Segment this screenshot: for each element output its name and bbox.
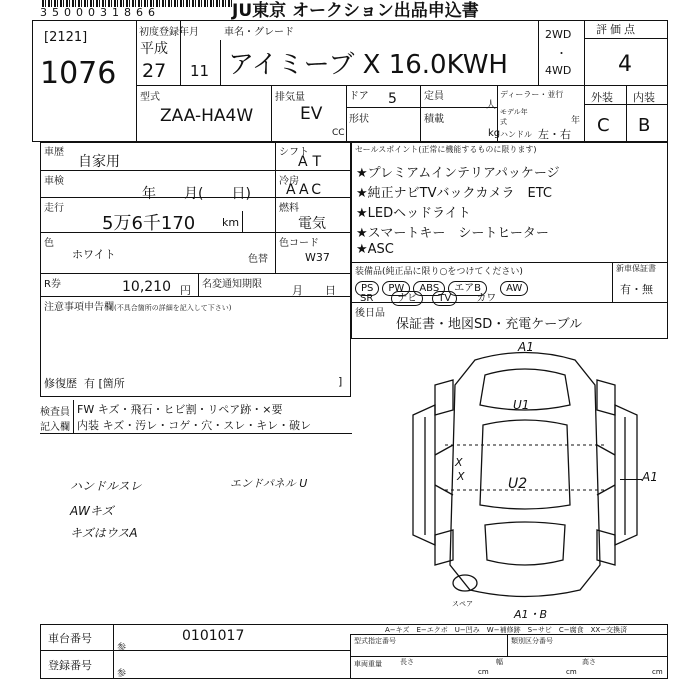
recycle-label: R券 xyxy=(44,279,61,290)
inspection: 年 月( 日) xyxy=(142,186,251,202)
doors-label: ドア xyxy=(349,91,369,102)
width-label: 幅 xyxy=(496,658,503,666)
mark-x-1: X xyxy=(455,456,463,469)
cc-unit: CC xyxy=(332,128,345,138)
drive-dot: ・ xyxy=(556,47,567,60)
kg-unit: kg xyxy=(488,128,501,139)
mark-a1-right: A1 xyxy=(642,470,658,484)
sales-item-1: ★プレミアムインテリアパッケージ xyxy=(356,166,560,181)
dealer-label: ディーラー・並行 xyxy=(500,90,564,99)
exterior-score: C xyxy=(597,115,610,136)
chassis-ref: 参 xyxy=(117,643,127,653)
new-warranty: 有・無 xyxy=(620,283,653,296)
model-label: 型式 xyxy=(140,92,160,103)
equip-leather: カワ xyxy=(476,293,497,304)
displacement-label: 排気量 xyxy=(275,92,305,103)
equip-tv: TV xyxy=(432,291,457,306)
inspection-label: 車検 xyxy=(44,176,64,187)
lot-code: [2121] xyxy=(44,30,88,45)
mileage-label: 走行 xyxy=(44,203,64,214)
after-items: 保証書・地図SD・充電ケーブル xyxy=(396,317,583,332)
year-unit: 年 xyxy=(571,116,581,126)
displacement: EV xyxy=(300,104,323,124)
interior-label: 内装 xyxy=(633,91,655,104)
mark-a1-top: A1 xyxy=(518,340,534,354)
shift: AT xyxy=(298,154,328,170)
mileage: 5万6千170 xyxy=(102,213,196,234)
after-label: 後日品 xyxy=(355,308,385,319)
equip-pw: PW xyxy=(382,281,410,296)
reg-month: 11 xyxy=(190,62,210,80)
mark-x-2: X xyxy=(457,470,465,483)
era: 平成 xyxy=(140,41,168,57)
interior-score: B xyxy=(638,115,651,136)
first-registration-label: 初度登録年月 xyxy=(139,27,199,38)
equip-ps: PS xyxy=(355,281,379,296)
spare-label: スペア xyxy=(452,600,473,608)
car-name: アイミーブ X 16.0KWH xyxy=(228,50,508,80)
lot-number: 1076 xyxy=(40,56,117,91)
name-change-label: 名変通知期限 xyxy=(202,279,262,290)
ac: AAC xyxy=(286,182,325,198)
car-damage-diagram xyxy=(405,345,645,605)
color: ホワイト xyxy=(72,248,116,261)
equip-airbag: エアB xyxy=(448,281,487,296)
handwritten-right: エンドパネル U xyxy=(230,477,308,490)
ac-label: 冷房 xyxy=(279,176,299,187)
repair-history: 修復歴 有 [箇所 xyxy=(44,377,125,390)
rating-label: 評価点 xyxy=(596,23,638,36)
mark-a1b-bottom: A1・B xyxy=(514,608,548,621)
mark-u1: U1 xyxy=(513,398,530,412)
type-designation-label: 型式指定番号 xyxy=(354,637,396,645)
handle-label: ハンドル xyxy=(500,130,532,139)
capacity-label: 定員 xyxy=(424,91,444,102)
km-unit: km xyxy=(222,216,240,229)
inspector-line-2: 内装 キズ・汚レ・コゲ・穴・スレ・キレ・破レ xyxy=(77,419,312,432)
plate-label: 登録番号 xyxy=(48,659,92,672)
damage-legend: A−キズ E−エクボ U−凹み W−補修跡 S−サビ C−腐食 XX−交換済 xyxy=(385,626,628,634)
handwritten-2: AWキズ xyxy=(70,504,114,518)
color-label: 色 xyxy=(44,238,54,249)
auction-title: JU東京 オークション出品申込書 xyxy=(232,1,479,21)
reg-year: 27 xyxy=(142,60,167,82)
chassis-number: 0101017 xyxy=(182,628,245,644)
sales-item-4: ★スマートキー シートヒーター xyxy=(356,226,549,241)
name-change: 月 日 xyxy=(292,284,336,297)
recycle: 10,210 xyxy=(122,279,171,295)
rating-score: 4 xyxy=(618,52,632,77)
fuel: 電気 xyxy=(298,216,326,232)
sales-item-5: ★ASC xyxy=(356,242,394,257)
repair-end: ] xyxy=(338,375,343,388)
history: 自家用 xyxy=(78,154,120,170)
class-number-label: 類別区分番号 xyxy=(511,637,553,645)
sales-item-2: ★純正ナビTVバックカメラ ETC xyxy=(356,186,552,201)
color-code-label: 色コード xyxy=(279,238,319,249)
handle: 左・右 xyxy=(538,128,571,141)
history-label: 車歴 xyxy=(44,147,64,158)
color-change-label: 色替 xyxy=(248,254,268,265)
details-block xyxy=(40,142,351,397)
equipment-title: 装備品(純正品に限り○をつけてください) xyxy=(355,267,523,277)
length-label: 長さ xyxy=(400,658,414,666)
plate-ref: 参 xyxy=(117,669,127,679)
height-label: 高さ xyxy=(582,658,596,666)
barcode-number: 3500031866 xyxy=(40,6,160,19)
equip-aw: AW xyxy=(500,281,528,296)
car-name-label: 車名・グレード xyxy=(224,27,294,38)
exterior-label: 外装 xyxy=(591,91,613,104)
drive-4wd: 4WD xyxy=(545,64,572,77)
fuel-label: 燃料 xyxy=(279,203,299,214)
equip-abs: ABS xyxy=(413,281,445,296)
notes-label: 注意事項申告欄(不具合箇所の詳細を記入して下さい) xyxy=(44,302,232,313)
sales-item-3: ★LEDヘッドライト xyxy=(356,206,471,221)
cm-unit-2: cm xyxy=(566,668,577,676)
model-year-label: モデル年式 xyxy=(500,108,528,126)
drive-2wd: 2WD xyxy=(545,28,572,41)
sales-title: セールスポイント(正常に機能するものに限ります) xyxy=(355,145,537,154)
capacity-unit: 人 xyxy=(486,100,496,111)
inspector-label-2: 記入欄 xyxy=(40,422,70,433)
handwritten-1: ハンドルスレ xyxy=(70,479,142,493)
color-code: W37 xyxy=(305,251,330,264)
cm-unit-3: cm xyxy=(652,668,663,676)
yen-unit: 円 xyxy=(180,284,191,297)
inspector-line-1: FW キズ・飛石・ヒビ割・リペア跡・×要 xyxy=(77,403,283,416)
equip-sr: SR xyxy=(360,293,374,304)
weight-label: 車両重量 xyxy=(354,660,382,668)
inspector-label-1: 検査員 xyxy=(40,407,70,418)
shape-label: 形状 xyxy=(349,114,369,125)
mark-u2: U2 xyxy=(508,476,528,492)
model: ZAA-HA4W xyxy=(160,106,254,126)
cm-unit-1: cm xyxy=(478,668,489,676)
equip-navi: ナビ xyxy=(391,291,423,306)
chassis-label: 車台番号 xyxy=(48,632,92,645)
doors: 5 xyxy=(388,91,397,107)
load-label: 積載 xyxy=(424,114,444,125)
handwritten-3: キズはウスA xyxy=(70,526,138,540)
shift-label: シフト xyxy=(279,147,309,158)
new-warranty-label: 新車保証書 xyxy=(616,264,656,273)
